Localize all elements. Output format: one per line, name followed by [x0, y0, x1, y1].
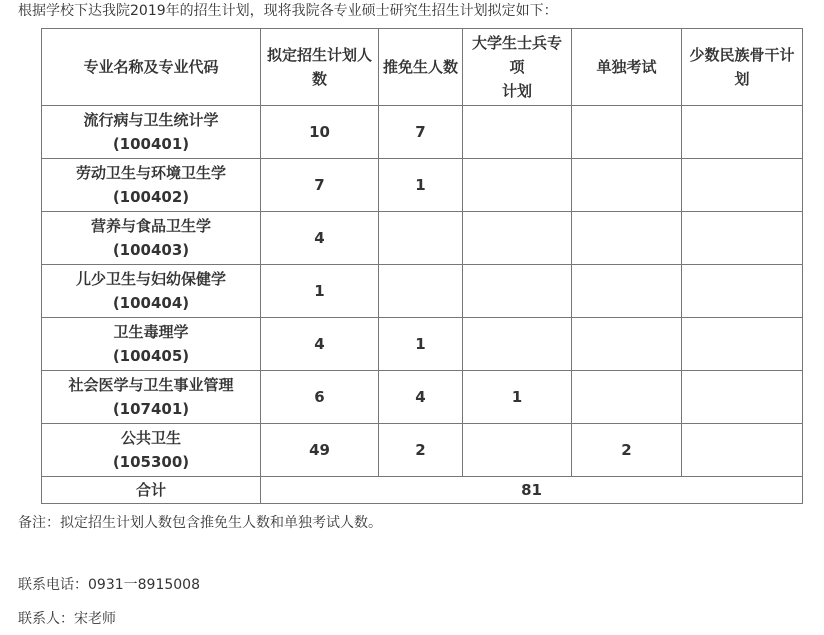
table-row [42, 318, 803, 371]
major-name: 卫生毒理学 [113, 323, 189, 341]
header-soldier [463, 29, 572, 106]
major-code: (100403) [112, 241, 190, 259]
enrollment-plan-table [41, 28, 803, 504]
header-major [42, 29, 261, 106]
header-line: 数 [311, 70, 327, 88]
separate-exam-count [572, 265, 682, 318]
header-line: 推免生人数 [382, 58, 458, 76]
table-row [42, 212, 803, 265]
planned-count: 4 [261, 318, 379, 371]
table-row [42, 265, 803, 318]
total-row [42, 477, 803, 504]
soldier-count [463, 106, 572, 159]
exempt-count: 7 [379, 106, 463, 159]
header-line: 拟定招生计划人 [266, 46, 372, 64]
table-row [42, 159, 803, 212]
header-line: 项 [509, 58, 525, 76]
minority-count [682, 212, 803, 265]
header-minority [682, 29, 803, 106]
header-line: 计划 [501, 82, 532, 100]
footnote: 备注：拟定招生计划人数包含推免生人数和单独考试人数。 [18, 515, 382, 531]
minority-count [682, 106, 803, 159]
major-name: 儿少卫生与妇幼保健学 [75, 270, 226, 288]
exempt-count [379, 265, 463, 318]
exempt-count: 4 [379, 371, 463, 424]
planned-count: 6 [261, 371, 379, 424]
major-code: (105300) [112, 453, 190, 471]
major-code: (100401) [112, 135, 190, 153]
separate-exam-count [572, 159, 682, 212]
separate-exam-count [572, 371, 682, 424]
header-line: 少数民族骨干计 [689, 46, 795, 64]
major-code: (100405) [112, 347, 190, 365]
planned-count: 49 [261, 424, 379, 477]
separate-exam-count: 2 [572, 424, 682, 477]
header-line: 大学生士兵专 [471, 34, 562, 52]
header-separate-exam [572, 29, 682, 106]
major-name: 流行病与卫生统计学 [83, 111, 219, 129]
soldier-count [463, 212, 572, 265]
header-line: 单独考试 [596, 58, 657, 76]
minority-count [682, 265, 803, 318]
planned-count: 10 [261, 106, 379, 159]
major-cell [42, 106, 261, 159]
total-value: 81 [261, 477, 803, 504]
table-header-row [42, 29, 803, 106]
minority-count [682, 371, 803, 424]
major-cell [42, 424, 261, 477]
separate-exam-count [572, 212, 682, 265]
contact-phone: 联系电话：0931一8915008 [18, 577, 200, 593]
minority-count [682, 424, 803, 477]
contact-person: 联系人：宋老师 [18, 611, 116, 627]
soldier-count [463, 424, 572, 477]
header-line: 划 [734, 70, 750, 88]
major-cell [42, 318, 261, 371]
soldier-count [463, 318, 572, 371]
soldier-count [463, 159, 572, 212]
major-code: (100404) [112, 294, 190, 312]
minority-count [682, 159, 803, 212]
major-cell [42, 371, 261, 424]
intro-text: 根据学校下达我院2019年的招生计划，现将我院各专业硕士研究生招生计划拟定如下： [18, 3, 558, 19]
exempt-count: 1 [379, 159, 463, 212]
separate-exam-count [572, 318, 682, 371]
planned-count: 1 [261, 265, 379, 318]
total-label: 合计 [42, 477, 261, 504]
table-row [42, 371, 803, 424]
major-name: 劳动卫生与环境卫生学 [75, 164, 226, 182]
exempt-count: 1 [379, 318, 463, 371]
major-code: (100402) [112, 188, 190, 206]
minority-count [682, 318, 803, 371]
table-row [42, 106, 803, 159]
exempt-count: 2 [379, 424, 463, 477]
major-cell [42, 212, 261, 265]
major-cell [42, 159, 261, 212]
header-exempt [379, 29, 463, 106]
header-line: 专业名称及专业代码 [83, 58, 219, 76]
soldier-count: 1 [463, 371, 572, 424]
planned-count: 4 [261, 212, 379, 265]
major-cell [42, 265, 261, 318]
exempt-count [379, 212, 463, 265]
major-name: 社会医学与卫生事业管理 [68, 376, 234, 394]
major-name: 公共卫生 [120, 429, 181, 447]
table-row [42, 424, 803, 477]
planned-count: 7 [261, 159, 379, 212]
separate-exam-count [572, 106, 682, 159]
major-name: 营养与食品卫生学 [90, 217, 211, 235]
major-code: (107401) [112, 400, 190, 418]
soldier-count [463, 265, 572, 318]
header-planned [261, 29, 379, 106]
